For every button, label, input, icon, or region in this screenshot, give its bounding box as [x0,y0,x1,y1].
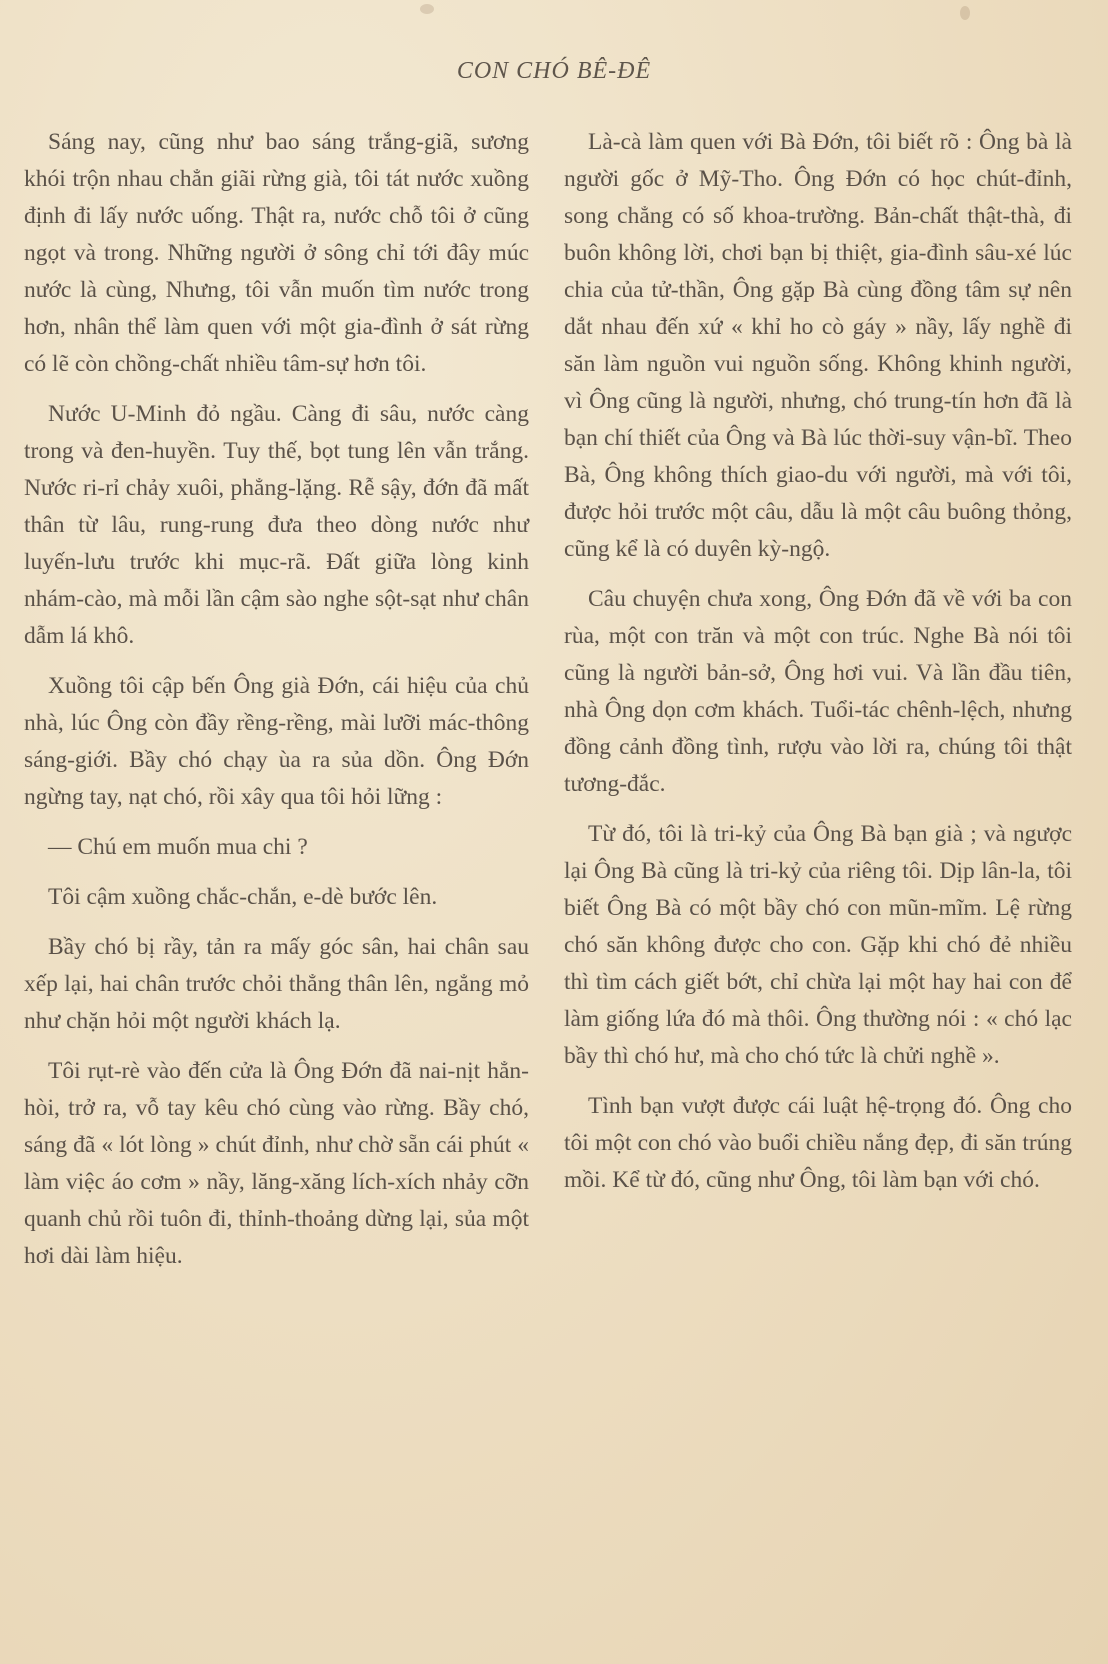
paper-stain [420,4,434,14]
paper-stain [960,6,970,20]
paragraph: Là-cà làm quen với Bà Đớn, tôi biết rõ : Ông bà là người gốc ở Mỹ-Tho. Ông Đớn có học chút-đỉnh, song chẳng có số khoa-trường. Bản-chất thật-thà, đi buôn không lời, chơi bạn bị thiệt, gia-đình sâu-xé lúc chia của tử-thần, Ông gặp Bà cùng đồng tâm sự nên dắt nhau đến xứ « khỉ ho cò gáy » nầy, lấy nghề đi săn làm nguồn vui nguồn sống. Không khinh người, vì Ông cũng là người, nhưng, chó trung-tín hơn đã là bạn chí thiết của Ông và Bà lúc thời-suy vận-bĩ. Theo Bà, Ông không thích giao-du với người, mà với tôi, được hỏi trước một câu, dẫu là một câu buông thỏng, cũng kể là có duyên kỳ-ngộ. [564,129,1072,562]
paragraph: Tình bạn vượt được cái luật hệ-trọng đó. Ông cho tôi một con chó vào buổi chiều nắng đẹp, đi săn trúng mồi. Kể từ đó, cũng như Ông, tôi làm bạn với chó. [564,1093,1072,1193]
page-title: CON CHÓ BÊ-ĐÊ [456,58,652,84]
paragraph: Xuồng tôi cập bến Ông già Đớn, cái hiệu của chủ nhà, lúc Ông còn đầy rềng-rềng, mài lưỡi mác-thông sáng-giới. Bầy chó chạy ùa ra sủa dồn. Ông Đớn ngừng tay, nạt chó, rồi xây qua tôi hỏi lững : [24,673,529,810]
paragraph: Nước U-Minh đỏ ngầu. Càng đi sâu, nước càng trong và đen-huyền. Tuy thế, bọt tung lên vẫn trắng. Nước ri-rỉ chảy xuôi, phẳng-lặng. Rễ sậy, đớn đã mất thân từ lâu, rung-rung đưa theo dòng nước như luyến-lưu trước khi mục-rã. Đất giữa lòng kinh nhám-cào, mà mỗi lần cậm sào nghe sột-sạt như chân dẫm lá khô. [24,401,529,649]
paragraph: Tôi cậm xuồng chắc-chắn, e-dè bước lên. [48,884,438,910]
paragraph: Tôi rụt-rè vào đến cửa là Ông Đớn đã nai-nịt hẳn-hòi, trở ra, vỗ tay kêu chó cùng vào rừng. Bầy chó, sáng đã « lót lòng » chút đỉnh, như chờ sẵn cái phút « làm việc áo cơm » nầy, lăng-xăng lích-xích nhảy cỡn quanh chủ rồi tuôn đi, thỉnh-thoảng dừng lại, sủa một hơi dài làm hiệu. [24,1058,529,1269]
right-column [564,124,1072,1212]
paragraph: Sáng nay, cũng như bao sáng trắng-giã, sương khói trộn nhau chẳn giãi rừng già, tôi tát nước xuồng định đi lấy nước uống. Thật ra, nước chỗ tôi ở cũng ngọt và trong. Những người ở sông chỉ tới đây múc nước là cùng, Nhưng, tôi vẫn muốn tìm nước trong hơn, nhân thể làm quen với một gia-đình ở sát rừng có lẽ còn chồng-chất nhiều tâm-sự hơn tôi. [24,129,529,377]
paragraph: Từ đó, tôi là tri-kỷ của Ông Bà bạn già ; và ngược lại Ông Bà cũng là tri-kỷ của riêng tôi. Dịp lân-la, tôi biết Ông Bà có một bầy chó con mũn-mĩm. Lệ rừng chó săn không được cho con. Gặp khi chó đẻ nhiều thì tìm cách giết bớt, chỉ chừa lại một hay hai con để làm giống lứa đó mà thôi. Ông thường nói : « chó lạc bầy thì chó hư, mà cho chó tức là chửi nghề ». [564,821,1072,1069]
paragraph: Bầy chó bị rầy, tản ra mấy góc sân, hai chân sau xếp lại, hai chân trước chỏi thẳng thân lên, ngẳng mỏ như chặn hỏi một người khách lạ. [24,934,529,1034]
dialogue-line: — Chú em muốn mua chi ? [48,834,308,860]
left-column [24,124,529,1288]
paragraph: Câu chuyện chưa xong, Ông Đớn đã về với ba con rùa, một con trăn và một con trúc. Nghe Bà nói tôi cũng là người bản-sở, Ông hơi vui. Và lần đầu tiên, nhà Ông dọn cơm khách. Tuổi-tác chênh-lệch, nhưng đồng cảnh đồng tình, rượu vào lời ra, chúng tôi thật tương-đắc. [564,586,1072,797]
